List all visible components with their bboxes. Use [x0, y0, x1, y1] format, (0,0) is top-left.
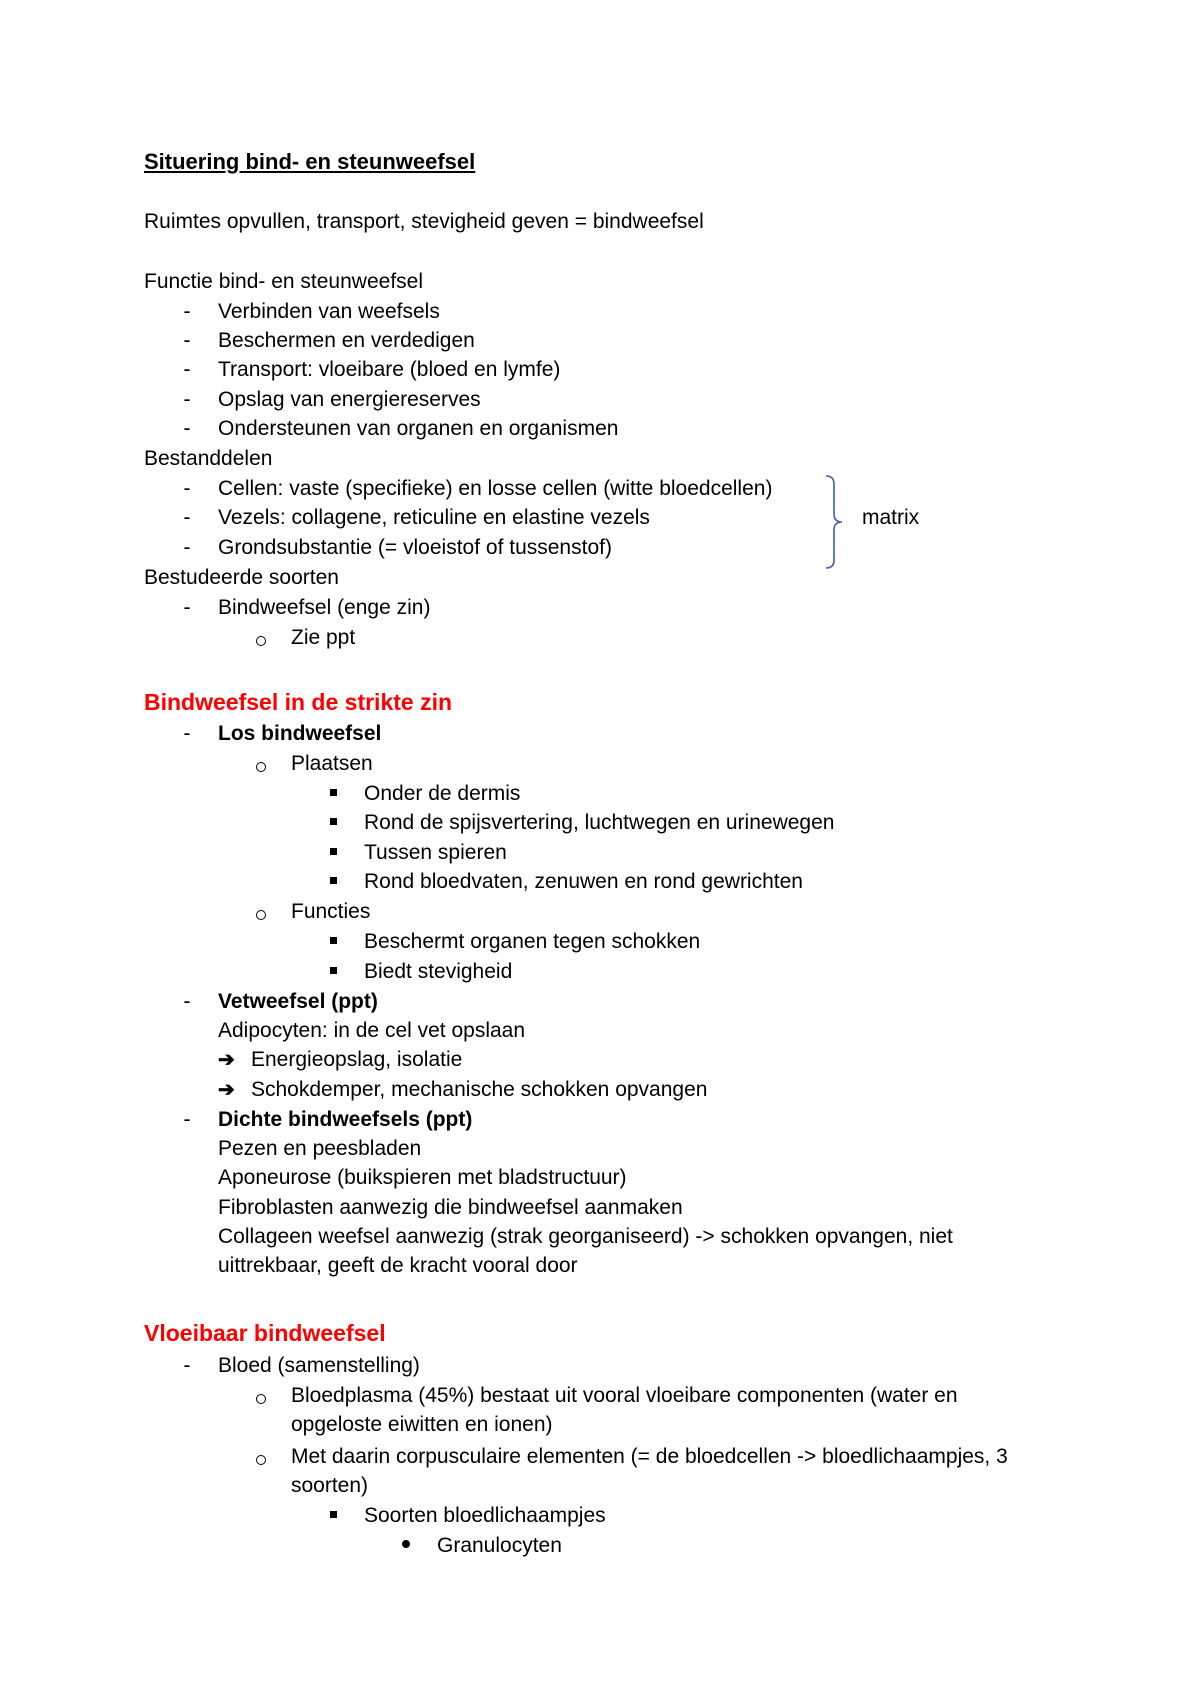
list-item: Beschermen en verdedigen: [218, 329, 475, 352]
list-subitem: Zie ppt: [291, 626, 356, 649]
circle-bullet: [256, 910, 266, 920]
dichte-bindweefsels-label: Dichte bindweefsels (ppt): [218, 1108, 473, 1131]
dash-bullet: -: [183, 506, 191, 529]
arrow-bullet: ➔: [218, 1049, 235, 1071]
circle-bullet: [256, 636, 266, 646]
list-item: Bindweefsel (enge zin): [218, 596, 431, 619]
vetweefsel-label: Vetweefsel (ppt): [218, 990, 378, 1013]
dash-bullet: -: [183, 300, 191, 323]
dicht-line: Pezen en peesbladen: [218, 1137, 422, 1160]
vetweefsel-line: Adipocyten: in de cel vet opslaan: [218, 1019, 526, 1042]
dash-bullet: -: [183, 596, 191, 619]
circle-bullet: [256, 1455, 266, 1465]
list-subsubitem: Rond de spijsvertering, luchtwegen en urinewegen: [364, 811, 835, 834]
bestanddelen-heading: Bestanddelen: [144, 447, 273, 470]
list-subsubitem: Soorten bloedlichaampjes: [364, 1504, 606, 1527]
square-bullet: [330, 789, 337, 796]
list-item: Vezels: collagene, reticuline en elastine vezels: [218, 506, 650, 529]
dash-bullet: -: [183, 417, 191, 440]
list-item: Verbinden van weefsels: [218, 300, 440, 323]
dash-bullet: -: [183, 477, 191, 500]
functies-label: Functies: [291, 900, 371, 923]
matrix-label: matrix: [862, 506, 920, 529]
circle-bullet: [256, 1394, 266, 1404]
list-item: Transport: vloeibare (bloed en lymfe): [218, 358, 561, 381]
plasma-line: Bloedplasma (45%) bestaat uit vooral vloeibare componenten (water en: [291, 1384, 958, 1407]
square-bullet: [330, 967, 337, 974]
intro-line: Ruimtes opvullen, transport, stevigheid geven = bindweefsel: [144, 210, 704, 233]
elementen-line: Met daarin corpusculaire elementen (= de bloedcellen -> bloedlichaampjes, 3: [291, 1445, 1008, 1468]
dash-bullet: -: [183, 388, 191, 411]
dash-bullet: -: [183, 329, 191, 352]
dicht-line: Aponeurose (buikspieren met bladstructuur): [218, 1166, 627, 1189]
square-bullet: [330, 1511, 337, 1518]
list-subsubitem: Onder de dermis: [364, 782, 521, 805]
list-item: Opslag van energiereserves: [218, 388, 481, 411]
los-bindweefsel-label: Los bindweefsel: [218, 722, 382, 745]
list-item: Ondersteunen van organen en organismen: [218, 417, 619, 440]
list-item: Grondsubstantie (= vloeistof of tussenstof): [218, 536, 612, 559]
dash-bullet: -: [183, 536, 191, 559]
list-item: Bloed (samenstelling): [218, 1354, 420, 1377]
square-bullet: [330, 877, 337, 884]
round-bullet: [402, 1540, 410, 1548]
section-heading-strikte: Bindweefsel in de strikte zin: [144, 689, 453, 715]
list-subsubitem: Tussen spieren: [364, 841, 507, 864]
dash-bullet: -: [183, 1108, 191, 1131]
list-item: Cellen: vaste (specifieke) en losse cellen (witte bloedcellen): [218, 477, 773, 500]
arrow-item: Energieopslag, isolatie: [251, 1048, 463, 1071]
list-subsubitem: Rond bloedvaten, zenuwen en rond gewrichten: [364, 870, 803, 893]
arrow-bullet: ➔: [218, 1079, 235, 1101]
circle-bullet: [256, 762, 266, 772]
dash-bullet: -: [183, 1354, 191, 1377]
section-heading-vloeibaar: Vloeibaar bindweefsel: [144, 1320, 386, 1346]
page-title: Situering bind- en steunweefsel: [144, 149, 476, 174]
plaatsen-label: Plaatsen: [291, 752, 373, 775]
elementen-line: soorten): [291, 1474, 369, 1497]
dash-bullet: -: [183, 990, 191, 1013]
square-bullet: [330, 848, 337, 855]
dash-bullet: -: [183, 358, 191, 381]
soorten-heading: Bestudeerde soorten: [144, 566, 339, 589]
arrow-item: Schokdemper, mechanische schokken opvangen: [251, 1078, 708, 1101]
list-level4-item: Granulocyten: [437, 1534, 562, 1557]
plasma-line: opgeloste eiwitten en ionen): [291, 1413, 553, 1436]
dicht-line: Collageen weefsel aanwezig (strak georganiseerd) -> schokken opvangen, niet: [218, 1225, 953, 1248]
square-bullet: [330, 818, 337, 825]
dicht-line: uittrekbaar, geeft de kracht vooral door: [218, 1254, 578, 1277]
list-subsubitem: Biedt stevigheid: [364, 960, 513, 983]
functie-heading: Functie bind- en steunweefsel: [144, 270, 423, 293]
dash-bullet: -: [183, 722, 191, 745]
dicht-line: Fibroblasten aanwezig die bindweefsel aanmaken: [218, 1196, 683, 1219]
list-subsubitem: Beschermt organen tegen schokken: [364, 930, 701, 953]
matrix-brace: [822, 474, 852, 570]
square-bullet: [330, 937, 337, 944]
